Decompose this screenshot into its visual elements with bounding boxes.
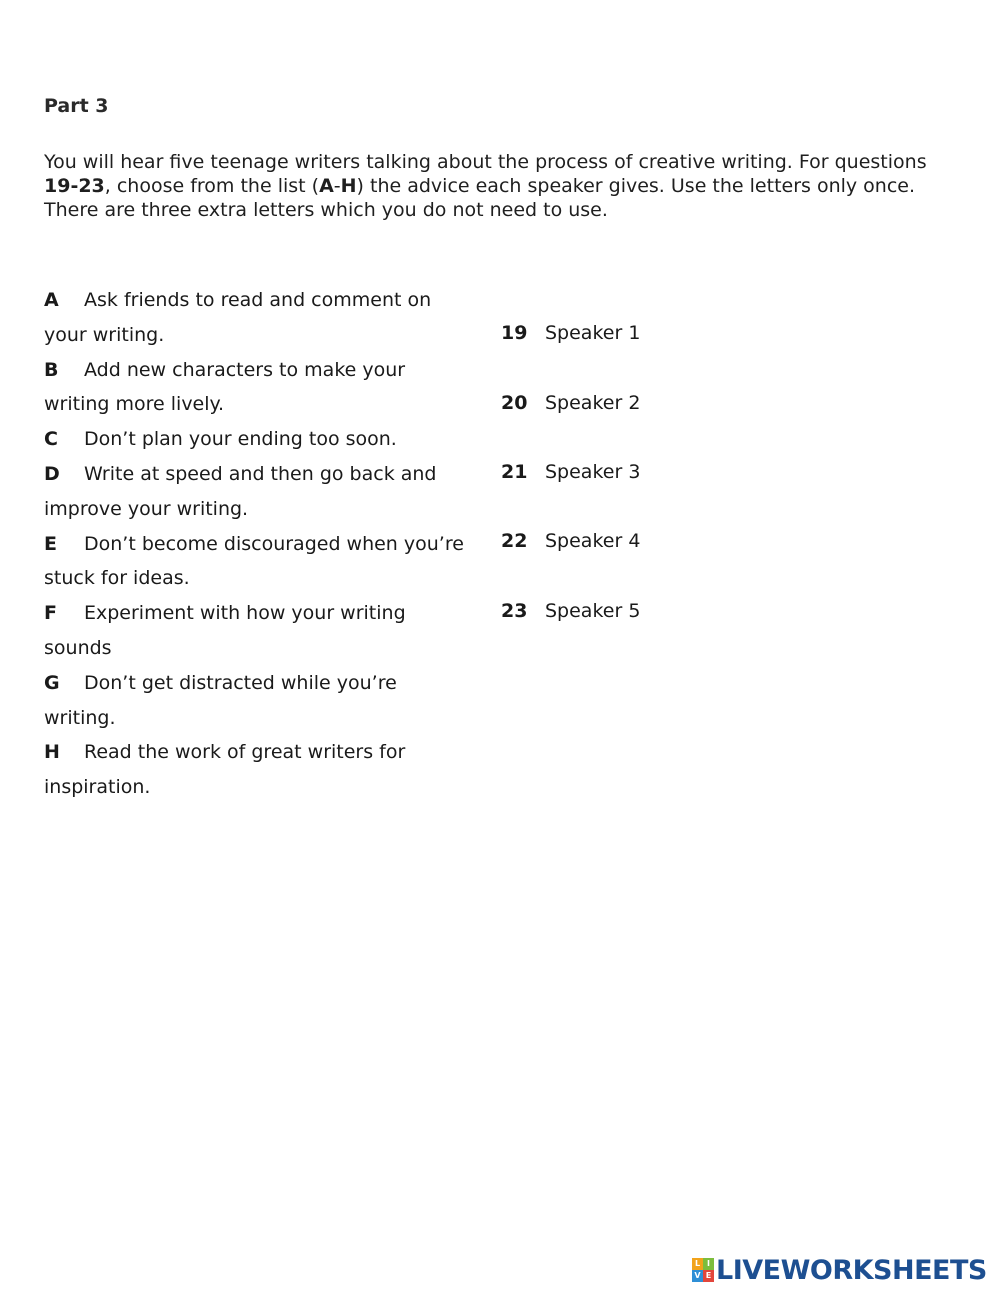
option-e [44, 527, 464, 597]
option-letter: H [44, 741, 60, 764]
speaker-label: Speaker 5 [545, 600, 641, 622]
option-text: Ask friends to read and comment on your writing. [44, 289, 432, 346]
logo-icon [692, 1258, 714, 1282]
option-text: Write at speed and then go back and improve your writing. [44, 462, 437, 520]
speaker-label: Speaker 3 [545, 461, 641, 483]
option-c [44, 422, 464, 457]
letter-range-dash: - [333, 175, 341, 197]
option-text: Read the work of great writers for inspiration. [44, 741, 406, 799]
speaker-row-4 [501, 530, 640, 552]
logo-box-v: V [692, 1270, 703, 1282]
options-list [44, 283, 464, 805]
question-number: 20 [501, 392, 528, 414]
part-title: Part 3 [44, 95, 109, 117]
speaker-label: Speaker 2 [545, 392, 641, 414]
instructions [44, 150, 944, 222]
question-number: 23 [501, 600, 528, 622]
logo-box-e: E [703, 1270, 714, 1282]
option-a [44, 283, 464, 353]
option-g [44, 666, 464, 736]
question-number: 19 [501, 322, 528, 344]
speaker-row-3 [501, 461, 640, 483]
option-text: Don’t plan your ending too soon. [84, 428, 397, 451]
question-range: 19-23 [44, 175, 105, 197]
speaker-row-2 [501, 392, 640, 414]
instructions-end: ) the advice each speaker gives. Use the letters only once. There are three extra letters which you do not need to use. [44, 175, 916, 221]
option-h [44, 735, 464, 805]
letter-range-end: H [340, 175, 357, 197]
option-letter: D [44, 462, 60, 485]
option-letter: B [44, 358, 59, 381]
instructions-middle: , choose from the list ( [104, 175, 320, 197]
option-letter: F [44, 602, 57, 625]
option-text: Don’t become discouraged when you’re stuck for ideas. [44, 532, 464, 590]
logo-text: LIVEWORKSHEETS [716, 1254, 987, 1286]
option-f [44, 596, 464, 666]
speaker-row-1 [501, 322, 640, 344]
logo-box-l: L [692, 1258, 703, 1270]
speaker-label: Speaker 1 [545, 322, 641, 344]
option-d [44, 457, 464, 527]
option-text: Don’t get distracted while you’re writing. [44, 671, 397, 729]
question-number: 21 [501, 461, 528, 483]
option-b [44, 353, 464, 423]
speaker-row-5 [501, 600, 640, 622]
option-text: Add new characters to make your writing more lively. [44, 358, 406, 416]
logo-box-i: I [703, 1258, 714, 1270]
speaker-label: Speaker 4 [545, 530, 641, 552]
option-letter: C [44, 428, 58, 451]
instructions-intro: You will hear five teenage writers talking about the process of creative writing. For questions [44, 151, 927, 173]
letter-range-start: A [319, 175, 334, 197]
option-letter: A [44, 289, 59, 311]
option-letter: G [44, 671, 60, 694]
option-text: Experiment with how your writing sounds [44, 602, 406, 659]
option-letter: E [44, 532, 57, 555]
liveworksheets-logo [692, 1254, 987, 1286]
question-number: 22 [501, 530, 528, 552]
